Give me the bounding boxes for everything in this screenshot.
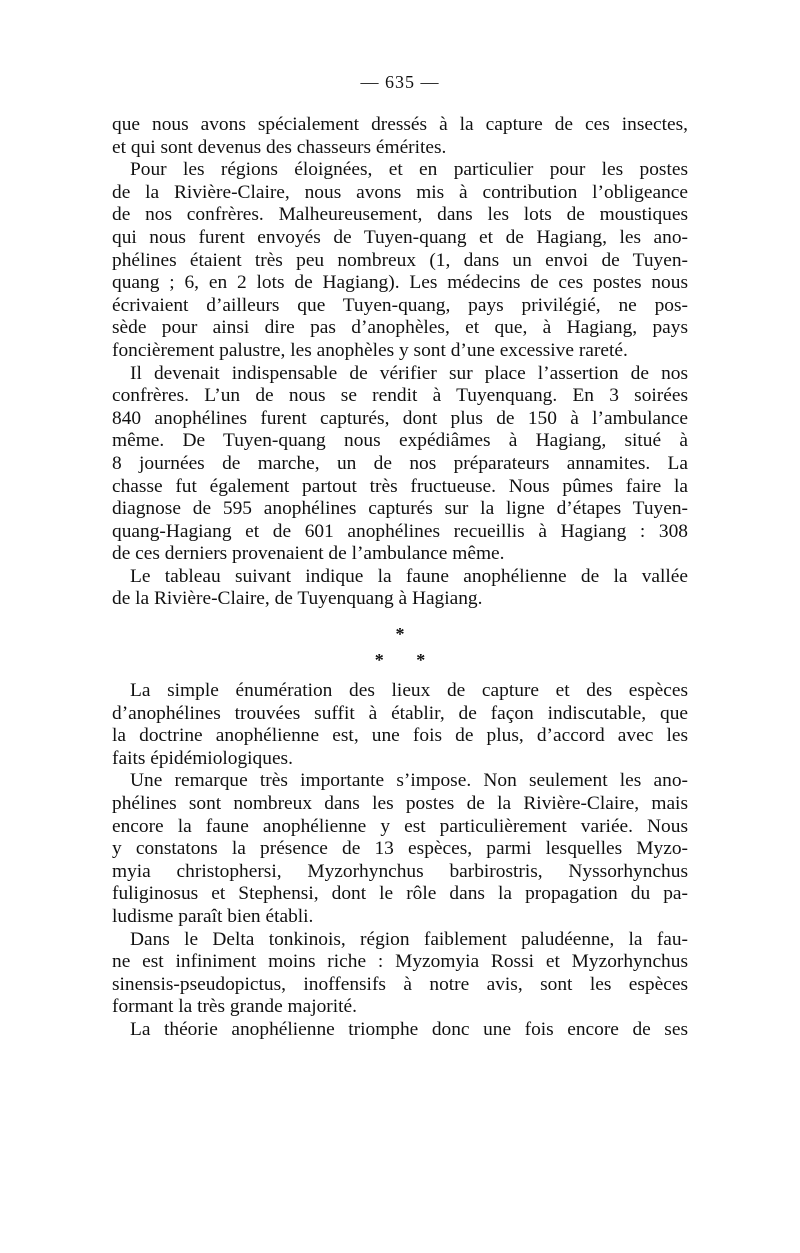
text-line: ludisme paraît bien établi. [112,905,314,927]
text-line: Il devenait indispensable de vérifier sur place l’assertion de nos [130,362,688,384]
text-line: encore la faune anophélienne y est particulièrement variée. Nous [112,815,688,837]
page-number: — 635 — [360,72,440,92]
text-line: diagnose de 595 anophélines capturés sur la ligne d’étapes Tuyen- [112,498,688,520]
text-line: myia christophersi, Myzorhynchus barbirostris, Nyssorhynchus [112,860,688,882]
section-separator-bottom: * * [374,650,440,670]
text-line: de la Rivière-Claire, nous avons mis à contribution l’obligeance [112,181,688,203]
text-line: de la Rivière-Claire, de Tuyenquang à Hagiang. [112,588,483,610]
text-line: Le tableau suivant indique la faune anophélienne de la vallée [130,565,688,587]
text-line: Une remarque très importante s’impose. Non seulement les ano- [130,770,688,792]
text-line: faits épidémiologiques. [112,747,293,769]
text-line: phélines sont nombreux dans les postes de la Rivière-Claire, mais [112,792,688,814]
text-line: que nous avons spécialement dressés à la capture de ces insectes, [112,114,688,135]
text-line: la doctrine anophélienne est, une fois de plus, d’accord avec les [112,725,688,747]
text-line: fuliginosus et Stephensi, dont le rôle dans la propagation du pa- [112,883,688,905]
text-line: Pour les régions éloignées, et en particulier pour les postes [130,159,688,181]
text-line: 840 anophélines furent capturés, dont plus de 150 à l’ambulance [112,407,688,429]
text-block-2 [112,680,688,1042]
text-line: ne est infiniment moins riche : Myzomyia Rossi et Myzorhynchus [112,951,688,973]
text-line: confrères. L’un de nous se rendit à Tuyenquang. En 3 soirées [112,385,688,407]
text-line: même. De Tuyen-quang nous expédiâmes à Hagiang, situé à [112,430,688,452]
text-line: sinensis-pseudopictus, inoffensifs à notre avis, sont les espèces [112,973,688,995]
text-line: qui nous furent envoyés de Tuyen-quang et de Hagiang, les ano- [112,226,688,248]
text-line: Dans le Delta tonkinois, région faiblement paludéenne, la fau- [130,928,688,950]
text-line: quang ; 6, en 2 lots de Hagiang). Les médecins de ces postes nous [112,272,688,294]
text-line: foncièrement palustre, les anophèles y sont d’une excessive rareté. [112,339,628,361]
text-line: de ces derniers provenaient de l’ambulance même. [112,543,505,565]
text-line: sède pour ainsi dire pas d’anophèles, et que, à Hagiang, pays [112,317,688,339]
text-line: La théorie anophélienne triomphe donc une fois encore de ses [130,1018,688,1040]
text-line: écrivaient d’ailleurs que Tuyen-quang, pays privilégié, ne pos- [112,294,688,316]
text-line: La simple énumération des lieux de capture et des espèces [130,680,688,701]
text-block-1 [112,114,688,611]
text-line: chasse fut également partout très fructueuse. Nous pûmes faire la [112,475,688,497]
text-line: y constatons la présence de 13 espèces, parmi lesquelles Myzo- [112,838,688,860]
text-line: 8 journées de marche, un de nos préparateurs annamites. La [112,452,688,474]
text-line: et qui sont devenus des chasseurs émérites. [112,136,447,158]
text-line: quang-Hagiang et de 601 anophélines recueillis à Hagiang : 308 [112,520,688,542]
text-line: formant la très grande majorité. [112,996,357,1018]
text-line: d’anophélines trouvées suffit à établir, de façon indiscutable, que [112,702,688,724]
text-line: phélines étaient très peu nombreux (1, dans un envoi de Tuyen- [112,249,688,271]
text-line: de nos confrères. Malheureusement, dans les lots de moustiques [112,204,688,226]
section-separator-top: * [395,624,405,644]
